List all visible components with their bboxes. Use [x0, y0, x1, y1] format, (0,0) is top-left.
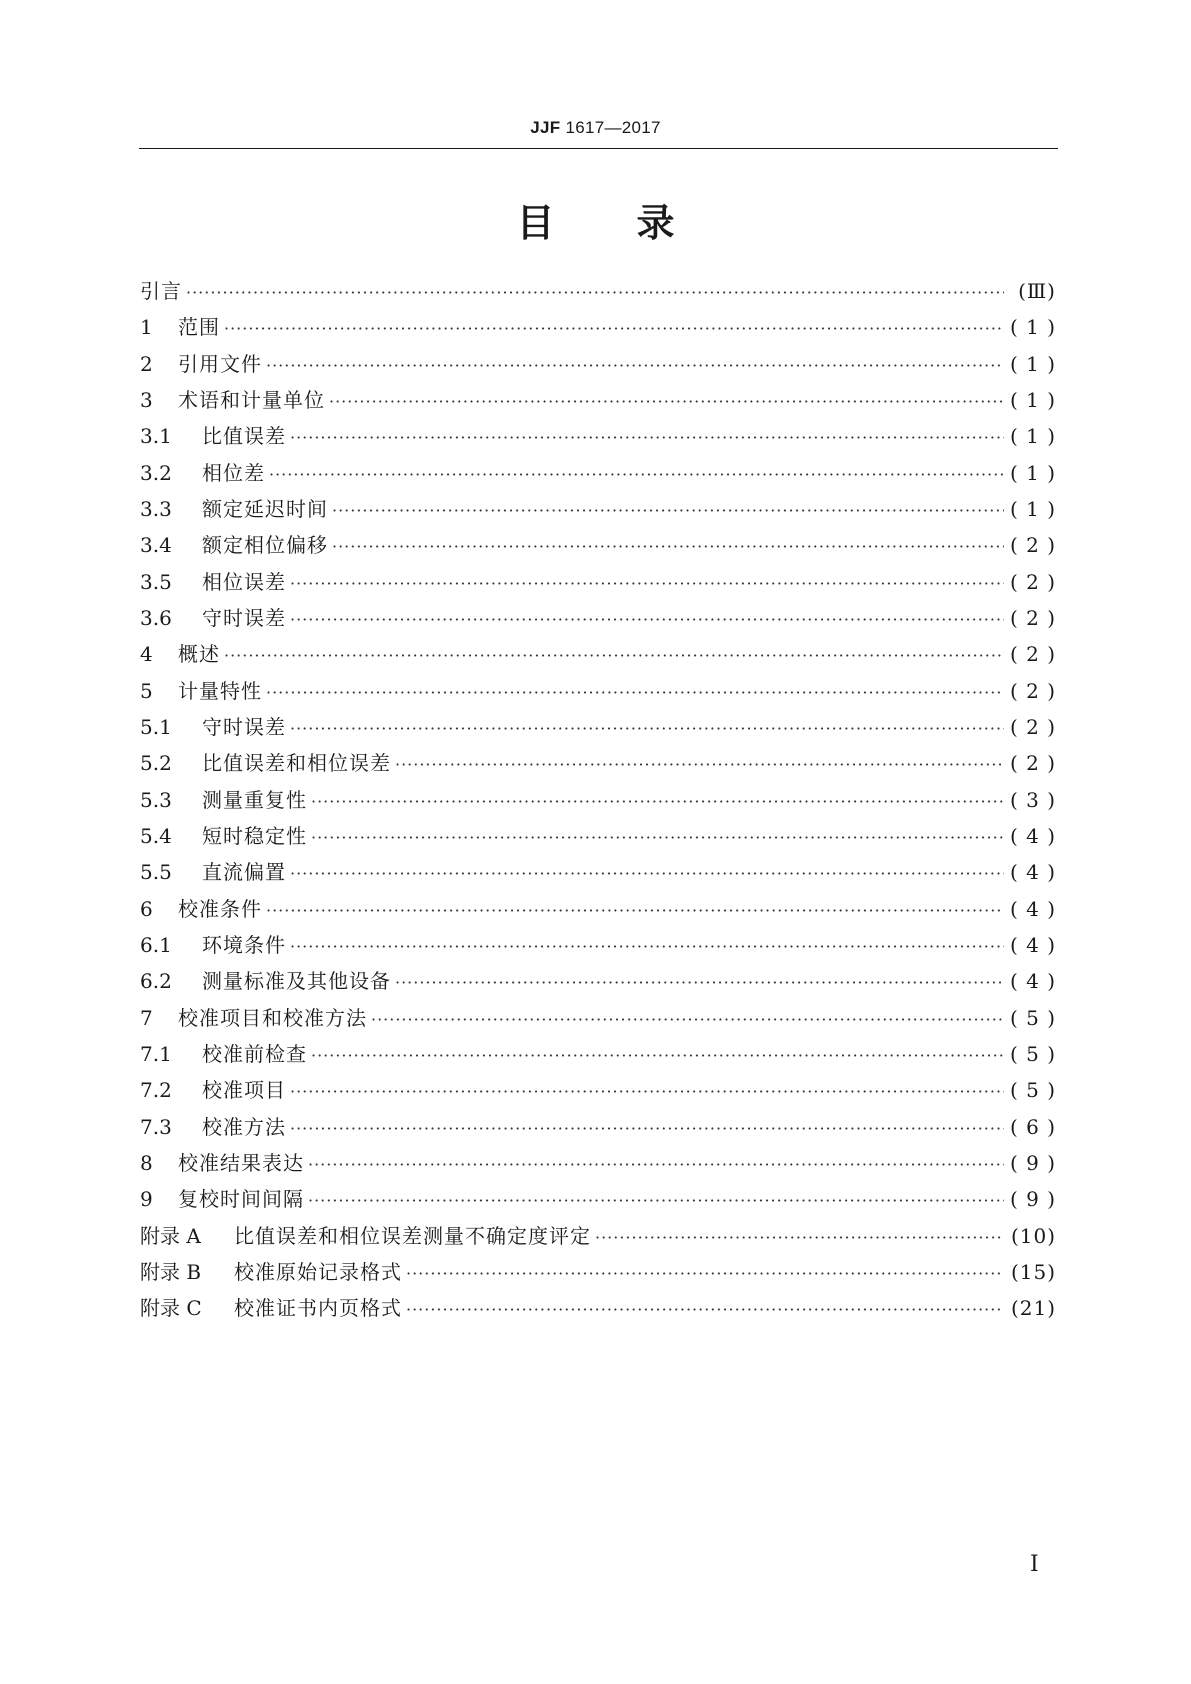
- toc-dot-leader: [290, 937, 1004, 956]
- toc-entry-page: ( 5 ): [1009, 1078, 1056, 1103]
- toc-entry-label: 引言: [140, 279, 182, 303]
- toc-entry-number: 6: [140, 896, 153, 921]
- toc-entry-number: 3.2: [140, 460, 172, 485]
- toc-entry[interactable]: [140, 311, 1056, 347]
- toc-dot-leader: [332, 501, 1004, 520]
- toc-entry-page: ( 5 ): [1009, 1005, 1056, 1030]
- toc-entry-label: 直流偏置: [202, 860, 286, 885]
- toc-entry[interactable]: [140, 1147, 1056, 1183]
- toc-entry-page: ( 2 ): [1009, 714, 1056, 739]
- toc-entry-label: 校准项目和校准方法: [178, 1005, 367, 1030]
- toc-dot-leader: [329, 392, 1004, 411]
- toc-entry-page: ( 3 ): [1009, 787, 1056, 812]
- toc-entry-label: 比值误差和相位误差: [202, 751, 391, 776]
- toc-dot-leader: [266, 356, 1004, 375]
- toc-entry-number: 5.5: [140, 860, 172, 885]
- toc-entry[interactable]: [140, 348, 1056, 384]
- toc-entry[interactable]: [140, 856, 1056, 892]
- toc-entry-page: ( 1 ): [1009, 460, 1056, 485]
- toc-entry-label: 守时误差: [202, 605, 286, 630]
- toc-entry-page: ( 2 ): [1009, 533, 1056, 558]
- toc-entry[interactable]: [140, 784, 1056, 820]
- toc-entry[interactable]: [140, 675, 1056, 711]
- toc-entry[interactable]: [140, 1183, 1056, 1219]
- toc-entry[interactable]: [140, 711, 1056, 747]
- toc-entry-label: 守时误差: [202, 714, 286, 739]
- toc-entry-label: 环境条件: [202, 932, 286, 957]
- toc-entry-page: ( 2 ): [1009, 605, 1056, 630]
- toc-entry-number: 3: [140, 387, 153, 412]
- toc-entry[interactable]: [140, 602, 1056, 638]
- toc-entry-number: 3.6: [140, 605, 172, 630]
- toc-entry-label: 范围: [178, 315, 220, 340]
- toc-entry-label: 校准项目: [202, 1078, 286, 1103]
- toc-title-char-1: 目: [516, 201, 555, 245]
- toc-entry-page: ( 6 ): [1009, 1114, 1056, 1139]
- toc-dot-leader: [311, 828, 1004, 847]
- toc-dot-leader: [308, 1191, 1004, 1210]
- toc-entry-label: 相位误差: [202, 569, 286, 594]
- toc-dot-leader: [290, 428, 1004, 447]
- toc-entry-label: 术语和计量单位: [178, 387, 325, 412]
- toc-entry[interactable]: [140, 1038, 1056, 1074]
- toc-entry-page: ( 4 ): [1009, 932, 1056, 957]
- toc-entry[interactable]: [140, 1220, 1056, 1256]
- toc-dot-leader: [290, 864, 1004, 883]
- toc-entry-number: 4: [140, 642, 153, 667]
- toc-entry-page: ( 2 ): [1009, 642, 1056, 667]
- toc-entry[interactable]: [140, 929, 1056, 965]
- toc-entry[interactable]: [140, 384, 1056, 420]
- toc-entry-page: (10): [1010, 1223, 1056, 1248]
- toc-entry-number: 5.2: [140, 751, 172, 776]
- toc-entry-page: ( 9 ): [1009, 1187, 1056, 1212]
- toc-entry-number: 7: [140, 1005, 153, 1030]
- toc-dot-leader: [224, 319, 1004, 338]
- toc-dot-leader: [290, 574, 1004, 593]
- toc-dot-leader: [406, 1264, 1004, 1283]
- toc-entry-label: 概述: [178, 642, 220, 667]
- toc-entry[interactable]: [140, 747, 1056, 783]
- toc-entry[interactable]: [140, 965, 1056, 1001]
- toc-dot-leader: [266, 901, 1004, 920]
- toc-entry-number: 附录 A: [140, 1223, 201, 1248]
- toc-entry-label: 比值误差和相位误差测量不确定度评定: [234, 1223, 591, 1248]
- toc-dot-leader: [332, 537, 1004, 556]
- toc-entry-number: 9: [140, 1187, 153, 1212]
- toc-entry-page: ( 1 ): [1009, 315, 1056, 340]
- toc-dot-leader: [311, 1046, 1004, 1065]
- table-of-contents: [140, 275, 1056, 1329]
- toc-entry[interactable]: [140, 493, 1056, 529]
- toc-dot-leader: [311, 792, 1004, 811]
- toc-entry-label: 引用文件: [178, 351, 262, 376]
- toc-dot-leader: [395, 755, 1004, 774]
- toc-entry[interactable]: [140, 820, 1056, 856]
- toc-entry-page: ( 1 ): [1009, 424, 1056, 449]
- toc-entry-label: 比值误差: [202, 424, 286, 449]
- toc-entry[interactable]: [140, 457, 1056, 493]
- toc-entry-label: 复校时间间隔: [178, 1187, 304, 1212]
- toc-entry-label: 校准方法: [202, 1114, 286, 1139]
- standard-number: 1617—2017: [565, 118, 661, 137]
- toc-entry[interactable]: [140, 638, 1056, 674]
- toc-title-char-2: 录: [636, 201, 675, 245]
- toc-entry-label: 校准证书内页格式: [234, 1296, 402, 1321]
- header-divider: [139, 148, 1058, 149]
- toc-entry-number: 6.1: [140, 932, 172, 957]
- toc-entry-label: 相位差: [202, 460, 265, 485]
- toc-entry-page: ( 1 ): [1009, 387, 1056, 412]
- toc-dot-leader: [224, 646, 1004, 665]
- toc-entry-label: 测量重复性: [202, 787, 307, 812]
- toc-entry-page: ( 4 ): [1009, 860, 1056, 885]
- toc-entry[interactable]: [140, 893, 1056, 929]
- toc-entry-page: ( 9 ): [1009, 1150, 1056, 1175]
- toc-entry-label: 短时稳定性: [202, 823, 307, 848]
- toc-entry-label: 额定延迟时间: [202, 496, 328, 521]
- toc-entry-number: 6.2: [140, 969, 172, 994]
- toc-entry-label: 校准原始记录格式: [234, 1259, 402, 1284]
- toc-entry-number: 附录 C: [140, 1296, 202, 1321]
- toc-entry-number: 3.3: [140, 496, 172, 521]
- toc-dot-leader: [595, 1228, 1004, 1247]
- toc-dot-leader: [290, 719, 1004, 738]
- toc-entry[interactable]: [140, 275, 1056, 311]
- toc-entry-label: 测量标准及其他设备: [202, 969, 391, 994]
- toc-entry-number: 5.1: [140, 714, 172, 739]
- toc-entry-number: 7.2: [140, 1078, 172, 1103]
- toc-title: [0, 192, 1191, 247]
- toc-entry-number: 1: [140, 315, 153, 340]
- toc-entry-page: ( 4 ): [1009, 969, 1056, 994]
- toc-entry-page: ( 1 ): [1009, 496, 1056, 521]
- toc-entry-number: 附录 B: [140, 1259, 202, 1284]
- toc-entry-page: ( 4 ): [1009, 896, 1056, 921]
- standard-prefix: JJF: [530, 118, 561, 137]
- toc-entry-number: 3.1: [140, 424, 172, 449]
- toc-dot-leader: [290, 610, 1004, 629]
- toc-entry-number: 5.3: [140, 787, 172, 812]
- toc-entry-label: 校准条件: [178, 896, 262, 921]
- toc-entry-number: 5: [140, 678, 153, 703]
- toc-entry[interactable]: [140, 566, 1056, 602]
- toc-entry-page: ( 1 ): [1009, 351, 1056, 376]
- toc-dot-leader: [290, 1082, 1004, 1101]
- toc-dot-leader: [290, 1119, 1004, 1138]
- toc-dot-leader: [308, 1155, 1004, 1174]
- toc-entry-label: 额定相位偏移: [202, 533, 328, 558]
- toc-entry[interactable]: [140, 1074, 1056, 1110]
- toc-entry-label: 计量特性: [178, 678, 262, 703]
- toc-entry-page: ( 2 ): [1009, 751, 1056, 776]
- toc-dot-leader: [395, 973, 1004, 992]
- toc-entry-label: 校准结果表达: [178, 1150, 304, 1175]
- toc-entry[interactable]: [140, 529, 1056, 565]
- toc-entry-page: ( 2 ): [1009, 678, 1056, 703]
- toc-entry-number: 5.4: [140, 823, 172, 848]
- toc-dot-leader: [371, 1010, 1004, 1029]
- toc-entry[interactable]: [140, 420, 1056, 456]
- toc-dot-leader: [269, 465, 1004, 484]
- toc-entry-page: ( 4 ): [1009, 823, 1056, 848]
- toc-entry[interactable]: [140, 1002, 1056, 1038]
- toc-entry-number: 7.1: [140, 1041, 172, 1066]
- toc-dot-leader: [406, 1300, 1004, 1319]
- toc-entry-page: ( 5 ): [1009, 1041, 1056, 1066]
- toc-entry-page: ( 2 ): [1009, 569, 1056, 594]
- toc-dot-leader: [186, 283, 1004, 302]
- toc-entry[interactable]: [140, 1292, 1056, 1328]
- toc-entry[interactable]: [140, 1256, 1056, 1292]
- toc-entry-number: 3.5: [140, 569, 172, 594]
- toc-entry-number: 8: [140, 1150, 153, 1175]
- toc-entry-page: (21): [1010, 1296, 1056, 1321]
- toc-dot-leader: [266, 683, 1004, 702]
- toc-entry-number: 3.4: [140, 533, 172, 558]
- page-number: I: [1030, 1552, 1039, 1577]
- toc-entry-label: 校准前检查: [202, 1041, 307, 1066]
- document-header: [0, 118, 1191, 138]
- toc-entry-page: (Ⅲ): [1018, 279, 1056, 303]
- toc-entry-number: 2: [140, 351, 153, 376]
- toc-entry[interactable]: [140, 1111, 1056, 1147]
- toc-entry-number: 7.3: [140, 1114, 172, 1139]
- toc-entry-page: (15): [1010, 1259, 1056, 1284]
